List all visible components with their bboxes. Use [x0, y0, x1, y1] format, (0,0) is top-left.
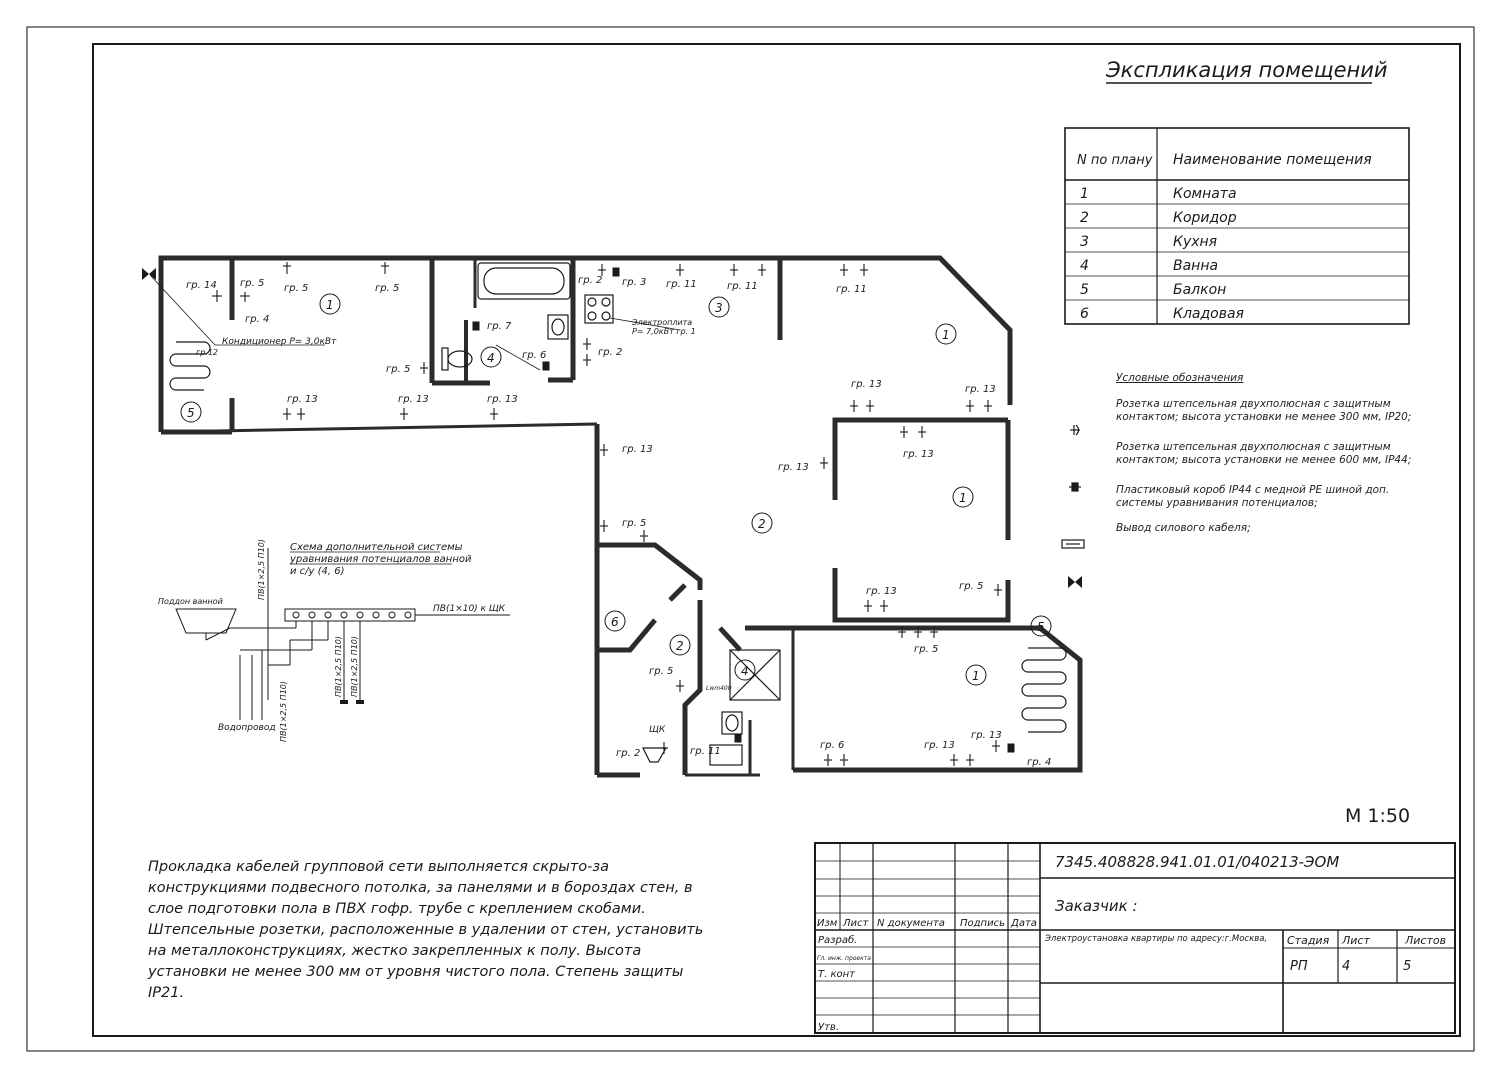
col-doc: N документа [877, 918, 945, 929]
group-label: гр. 2 [598, 347, 623, 358]
socket-icon [880, 600, 888, 612]
socket-icon [966, 754, 974, 766]
socket-icon [864, 600, 872, 612]
kitchen-stove [585, 295, 613, 323]
room-number: 4 [741, 664, 749, 678]
room-number: 1 [326, 298, 334, 312]
table-row-name: Комната [1173, 186, 1237, 202]
group-label: гр. 13 [398, 394, 429, 405]
socket-icon [918, 426, 926, 438]
group-label: гр. 2 [578, 275, 603, 286]
socket-icon [212, 290, 222, 302]
table-row-name: Кладовая [1173, 306, 1244, 322]
socket-icon [600, 520, 608, 532]
group-label: гр. 13 [487, 394, 518, 405]
socket-ip44-icon [613, 268, 619, 276]
socket-icon [950, 754, 958, 766]
shield-label: ЩК [649, 725, 666, 735]
socket-icon [840, 754, 848, 766]
power-cable-outlet-icon [1068, 576, 1082, 588]
stove-power-label: Р= 7,0кВт гр. 1 [632, 327, 696, 336]
legend-item: Вывод силового кабеля; [1116, 521, 1251, 534]
table-header-num: N по плану [1077, 153, 1153, 168]
table-row-num: 5 [1080, 282, 1089, 298]
wire-label: ПВ(1×2,5 П10) [350, 636, 359, 697]
general-note-text: Прокладка кабелей групповой сети выполняется скрыто-за конструкциями подвесного потолка, за панелями и в бороздах стен, в слое подготовки пола в ПВХ гофр. трубе с креплением скобами. Штепсельные розетки, расположенные в удалении от стен, установить на металлоконструкциях, жестко закрепленных к полу. Высота установки не менее 300 мм от уровня чистого пола. Степень защиты IP21. [148, 859, 704, 1001]
general-note [148, 857, 708, 1004]
stand-label: Lwm400 [706, 685, 732, 692]
scheme-title-line1: Схема дополнительной системы [290, 542, 463, 553]
room-number: 2 [676, 639, 684, 653]
razrab-label: Разраб. [818, 935, 858, 946]
group-label: гр. 13 [965, 384, 996, 395]
bus-cable-label: ПВ(1×10) к ЩК [433, 604, 506, 614]
socket-icon [283, 408, 291, 420]
socket-icon [240, 292, 250, 302]
group-label: гр. 13 [778, 462, 809, 473]
sheets-header: Листов [1405, 934, 1447, 947]
ground-lugs [340, 700, 364, 704]
legend-item: Розетка штепсельная двухполюсная с защитным контактом; высота установки не менее 300 мм, IP20; [1116, 397, 1412, 423]
socket-ip44-icon [473, 322, 479, 330]
socket-icon [994, 584, 1002, 596]
group-label: гр. 13 [903, 449, 934, 460]
socket-icon [600, 444, 608, 456]
water-label: Водопровод [218, 723, 276, 733]
socket-icon [860, 264, 868, 276]
group-label: гр. 2 [616, 748, 641, 759]
room-number: 4 [487, 351, 495, 365]
room-number: 1 [972, 669, 980, 683]
legend-item: Пластиковый короб IP44 с медной PE шиной доп. системы уравнивания потенциалов; [1116, 483, 1390, 509]
scheme-title-line3: и с/у (4, 6) [290, 566, 345, 577]
socket-icon [824, 754, 832, 766]
document-code: 7345.408828.941.01.01/040213-ЭОМ [1055, 853, 1340, 871]
socket-icon [676, 680, 684, 692]
group-label: гр. 4 [1027, 757, 1052, 768]
socket-ip20-icon [1070, 425, 1080, 435]
group-label: гр. 13 [851, 379, 882, 390]
room-number: 3 [715, 301, 723, 315]
table-row-name: Кухня [1173, 234, 1218, 250]
wire-label: ПВ(1×2,5 П10) [279, 681, 288, 742]
socket-icon [283, 262, 291, 274]
socket-ip44-icon [543, 362, 549, 370]
group-label: гр. 13 [866, 586, 897, 597]
group-label: гр. 7 [487, 321, 512, 332]
socket-ip44-icon [1069, 483, 1081, 491]
socket-icon [676, 264, 684, 276]
col-date: Дата [1011, 918, 1037, 929]
wire-label: ПВ(1×2,5 П10) [257, 539, 266, 600]
table-rows [1080, 186, 1244, 322]
balcony-heater-right [1022, 648, 1066, 732]
socket-icon [730, 264, 738, 276]
sheets-value: 5 [1403, 959, 1412, 974]
socket-icon [297, 408, 305, 420]
socket-icon [583, 338, 591, 350]
tray-label: Поддон ванной [158, 597, 223, 606]
col-list: Лист [843, 918, 869, 929]
scheme-title-line2: уравнивания потенциалов ванной [290, 554, 472, 565]
group-label: гр. 13 [622, 444, 653, 455]
socket-icon [640, 530, 648, 542]
stage-header: Стадия [1287, 934, 1330, 947]
group-label: гр. 11 [666, 279, 697, 290]
room-number: 5 [1037, 620, 1045, 634]
room-number: 6 [611, 615, 619, 629]
socket-icon [900, 426, 908, 438]
socket-icon [840, 264, 848, 276]
socket-icon [966, 400, 974, 412]
group-label: гр. 5 [959, 581, 984, 592]
socket-icon [984, 400, 992, 412]
group-label: гр. 4 [245, 314, 270, 325]
tkont-label: Т. конт [818, 969, 855, 980]
object-label: Электроустановка квартиры по адресу:г.Москва, [1045, 934, 1268, 944]
stove-label: Электроплита [632, 318, 693, 327]
socket-icon [820, 457, 828, 469]
room-number: 1 [942, 328, 950, 342]
power-cable-outlet-icon [142, 268, 156, 280]
socket-ip44-icon [735, 734, 741, 742]
customer-label: Заказчик : [1055, 897, 1138, 915]
socket-icon [490, 408, 498, 420]
ac-group-label: гр.12 [196, 348, 219, 357]
utv-label: Утв. [818, 1022, 839, 1033]
socket-icon [583, 354, 591, 366]
socket-icon [992, 740, 1000, 752]
group-label: гр. 5 [284, 283, 309, 294]
col-sign: Подпись [960, 918, 1005, 929]
stage-value: РП [1290, 959, 1308, 974]
socket-icon [420, 362, 428, 374]
socket-icon [758, 264, 766, 276]
legend-item: Розетка штепсельная двухполюсная с защитным контактом; высота установки не менее 600 мм, IP44; [1116, 440, 1412, 466]
socket-icon [866, 400, 874, 412]
table-row-name: Коридор [1173, 210, 1237, 226]
group-label: гр. 5 [386, 364, 411, 375]
table-row-name: Балкон [1173, 282, 1227, 298]
group-label: гр. 14 [186, 280, 217, 291]
table-row-num: 2 [1080, 210, 1089, 226]
table-header-name: Наименование помещения [1173, 152, 1372, 168]
room-number: 1 [959, 491, 967, 505]
group-label: гр. 5 [649, 666, 674, 677]
scale-label: М 1:50 [1345, 805, 1411, 827]
gip-label: Гл. инж. проекта [817, 955, 871, 962]
legend-title: Условные обозначения [1116, 372, 1244, 384]
table-row-num: 4 [1080, 258, 1089, 274]
socket-icon [850, 400, 858, 412]
explication-title: Экспликация помещений [1106, 58, 1388, 82]
group-label: гр. 11 [836, 284, 867, 295]
group-label: гр. 3 [622, 277, 647, 288]
group-labels [186, 275, 1058, 768]
group-label: гр. 13 [924, 740, 955, 751]
room-number: 5 [187, 406, 195, 420]
distribution-board-icon [643, 748, 666, 762]
group-label: гр. 5 [622, 518, 647, 529]
group-label: гр. 13 [287, 394, 318, 405]
group-label: гр. 11 [727, 281, 758, 292]
table-row-num: 6 [1080, 306, 1089, 322]
col-izm: Изм [817, 918, 838, 929]
group-label: гр. 5 [240, 278, 265, 289]
socket-icon [381, 262, 389, 274]
washbasin [548, 315, 568, 339]
wire-label: ПВ(1×2,5 П10) [334, 636, 343, 697]
cable-duct-icon [1062, 540, 1084, 548]
group-label: гр. 6 [522, 350, 547, 361]
group-label: гр. 5 [375, 283, 400, 294]
table-row-num: 1 [1080, 186, 1089, 202]
group-label: гр. 5 [914, 644, 939, 655]
table-row-num: 3 [1080, 234, 1089, 250]
sheet-header: Лист [1342, 934, 1370, 947]
sheet-value: 4 [1342, 959, 1351, 974]
group-label: гр. 13 [971, 730, 1002, 741]
group-label: гр. 11 [690, 746, 721, 757]
ac-label: Кондиционер Р= 3,0кВт [222, 337, 337, 347]
socket-ip44-icon [1008, 744, 1014, 752]
room-number: 2 [758, 517, 766, 531]
bathtub [478, 263, 570, 299]
legend [1116, 372, 1416, 546]
group-label: гр. 6 [820, 740, 845, 751]
socket-icon [400, 408, 408, 420]
table-row-name: Ванна [1173, 258, 1219, 274]
